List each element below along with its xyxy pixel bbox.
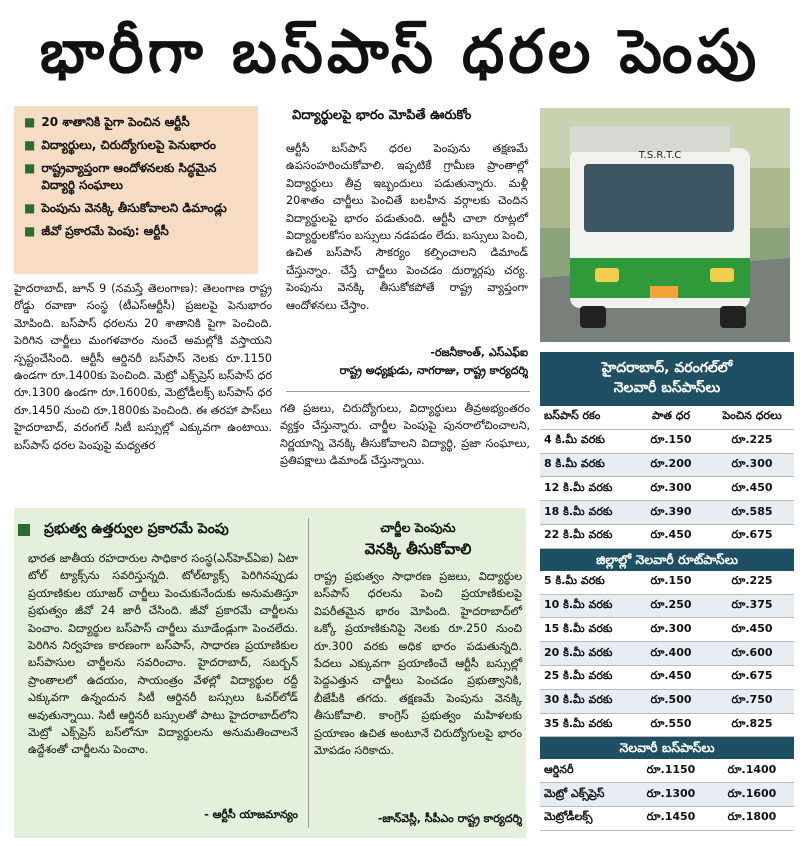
monthly-pass-rows [540,759,794,830]
new-price-cell: రూ.450 [731,621,773,635]
new-price-cell: రూ.450 [731,480,773,494]
headline: భారీగా బస్‌పాస్ ధరల పెంపు [39,17,761,87]
new-price-cell: రూ.600 [731,645,773,659]
highlight-item: ■ పెంపును వెనక్కి తీసుకోవాలని డిమాండ్లు [24,201,227,215]
pass-type-cell: 15 కి.మీ వరకు [544,621,613,635]
table-row [540,454,794,478]
bullet-icon: ■ [24,161,36,175]
old-price-cell: రూ.150 [650,574,692,588]
pass-type-cell: 8 కి.మీ వరకు [544,456,605,470]
highlight-item: ■ విద్యార్థులు, చిరుద్యోగులపై పెనుభారం [24,138,216,152]
govt-response-heading: ప్రభుత్వ ఉత్తర్వుల ప్రకారమే పెంపు [18,516,308,544]
article-body-main: హైదరాబాద్, జూన్ 9 (నమస్తే తెలంగాణ): తెలంగాణ రాష్ట్ర రోడ్డు రవాణా సంస్థ (టీఎస్ఆర్టీసీ) ప్రజలపై పెనుభారం మోపింది. బస్‌పాస్ ధరలను 20 శాతానికి పైగా పెంచింది. పెరిగిన చార్జీలు మంగళవారం నుంచే అమల్లోకి వస్తాయని స్పష్టంచేసింది. ఆర్టీసీ ఆర్డినరీ బస్‌పాస్ నెలకు రూ.1150 ఉండగా రూ.1400కు పెంచింది. మెట్రో ఎక్స్‌ప్రెస్ బస్‌పాస్ ధర రూ.1300 ఉండగా రూ.1600కు, మెట్రోడీలక్స్ బస్‌పాస్ ధర రూ.1450 నుంచి రూ.1800కు పెంచింది. ఈ తరహా పాస్‌లు హైదరాబాద్, వరంగల్ సిటీ బస్సుల్లో ఎక్కువగా ఉంటాయి. బస్‌పాస్ ధరల పెంపుపై మధ్యతర [14,282,272,452]
table-row [540,666,794,690]
monthly-section-title: నెలవారీ బస్‌పాస్‌లు [540,737,794,759]
pass-type-cell: 25 కి.మీ వరకు [544,669,613,683]
new-price-cell: రూ.825 [731,716,773,730]
new-price-cell: రూ.225 [731,574,773,588]
old-price-cell: రూ.1150 [646,762,696,776]
bullet-icon: ■ [24,224,36,238]
new-price-cell: రూ.1800 [727,810,777,824]
new-price-cell: రూ.675 [731,669,773,683]
new-price-cell: రూ.300 [731,456,773,470]
table-row [540,430,794,454]
table-row [540,571,794,595]
bus-photo [540,108,790,342]
fare-table [540,352,794,838]
new-price-cell: రూ.1400 [727,762,777,776]
pass-type-cell: 30 కి.మీ వరకు [544,693,613,707]
old-price-cell: రూ.1300 [646,786,696,800]
quote-signature: -రజనీకాంత్, ఎస్ఎఫ్ఐ రాష్ట్ర అధ్యక్షుడు, నాగరాజు, రాష్ట్ర కార్యదర్శి [339,346,528,377]
bus-plate-text: T.S.R.T.C [638,150,682,161]
bullet-icon: ■ [24,201,36,215]
old-price-cell: రూ.150 [650,433,692,447]
govt-response-signature: - ఆర్టీసీ యాజమాన్యం [204,808,298,821]
divider [286,391,530,392]
highlight-item: ■ 20 శాతానికి పైగా పెంచిన ఆర్టీసీ [24,115,190,129]
opposition-body: రాష్ట్ర ప్రభుత్వం సాధారణ ప్రజలు, విద్యార్థుల బస్‌పాస్ ధరలను పెంచి ప్రయాణికులపై విపరీతమైన భారం మోపింది. హైదరాబాద్‌లో ఒక్కో ప్రయాణికునిపై నెలకు రూ.250 నుంచి రూ.300 వరకు అధిక భారం పడుతున్నది. పేదలు ఎక్కువగా ప్రయాణించే ఆర్టీసీ బస్సుల్లో పెద్దఎత్తున చార్జీలు పెంచడం ప్రభుత్వానికి, బీజేపీకి తగదు. తక్షణమే పెంపును వెనక్కి తీసుకోవాలి. కాంగ్రెస్ ప్రభుత్వం మహిళలకు ప్రయాణం ఉచిత అంటూనే చిరుద్యోగులపై భారం మోపడం సరికాదు. [314,570,522,758]
bullet-icon: ■ [24,115,36,129]
old-price-cell: రూ.300 [650,480,692,494]
pass-type-cell: 12 కి.మీ వరకు [544,480,613,494]
pass-type-cell: 18 కి.మీ వరకు [544,504,613,518]
city-pass-rows [540,430,794,549]
table-row [540,690,794,714]
table-row [540,807,794,831]
old-price-cell: రూ.400 [650,645,692,659]
pass-type-cell: మెట్రోడీలక్స్ [544,810,593,824]
new-price-cell: రూ.225 [731,433,773,447]
opposition-signature: -జాన్‌వెస్లీ, సీపీఎం రాష్ట్ర కార్యదర్శి [377,812,522,825]
table-title: హైదరాబాద్, వరంగల్‌లో నెలవారీ బస్‌పాస్‌లు [540,352,794,406]
pass-type-cell: 10 కి.మీ వరకు [544,597,613,611]
old-price-cell: రూ.390 [650,504,692,518]
column-divider [308,518,309,828]
pass-type-cell: 20 కి.మీ వరకు [544,645,613,659]
new-price-cell: రూ.675 [731,528,773,542]
square-icon [18,524,30,536]
bullet-icon: ■ [24,138,36,152]
highlight-item: ■ జీవో ప్రకారమే పెంపు: ఆర్టీసీ [24,224,169,238]
article-body-continued: గతి ప్రజలు, చిరుద్యోగులు, విద్యార్థులు తీవ్రఅభ్యంతరం వ్యక్తం చేస్తున్నారు. చార్జీల పెంపుపై పునరాలోచించాలని, నిర్ణయాన్ని వెనక్కి తీసుకోవాలని విద్యార్థి, ప్రజా సంఘాలు, ప్రతిపక్షాలు డిమాండ్ చేస్తున్నాయి. [280,402,530,468]
quote-heading: విద్యార్థులపై భారం మోపితే ఊరుకోం [292,108,472,123]
highlights-box [14,106,258,274]
old-price-cell: రూ.250 [650,597,692,611]
table-header-row: బస్‌పాస్ రకం పాత ధర పెంచిన ధరలు [540,406,794,430]
table-row [540,618,794,642]
pass-type-cell: ఆర్డినరీ [544,762,574,776]
opposition-heading: వెనక్కి తీసుకోవాలి [364,540,472,558]
district-pass-rows [540,571,794,738]
new-price-cell: రూ.585 [731,504,773,518]
old-price-cell: రూ.500 [650,693,692,707]
table-row [540,477,794,501]
table-row [540,525,794,549]
new-price-cell: రూ.1600 [727,786,777,800]
old-price-cell: రూ.300 [650,621,692,635]
table-row [540,783,794,807]
pass-type-cell: 4 కి.మీ వరకు [544,433,605,447]
quote-body: ఆర్టీసీ బస్‌పాస్ ధరల పెంపును తక్షణమే ఉపసంహరించుకోవాలి. ఇప్పటికే గ్రామీణ ప్రాంతాల్లో విద్యార్థులు తీవ్ర ఇబ్బందులు పడుతున్నారు. మళ్లీ 20శాతం చార్జీలు పెంచితే బలహీన వర్గాలకు చెందిన విద్యార్థులపై భారం పడుతుంది. ఆర్టీసీ చాలా రూట్లలో విద్యార్థులకోసం బస్సులు నడపడం లేదు. బస్సులు పెంచి, ఉచిత బస్‌పాస్ సౌకర్యం కల్పించాలని డిమాండ్ చేస్తున్నాం. చేస్తే చార్జీలు పెంచడం దుర్మార్గపు చర్య. పెంపును వెనక్కి తీసుకోకపోతే రాష్ట్ర వ్యాప్తంగా ఆందోళనలు చేస్తాం. [286,142,528,312]
old-price-cell: రూ.1450 [646,810,696,824]
highlight-item: ■ రాష్ట్రవ్యాప్తంగా ఆందోళనలకు సిద్ధమైన విద్యార్థి సంఘాలు [24,161,217,192]
old-price-cell: రూ.200 [650,456,692,470]
table-row [540,714,794,738]
pass-type-cell: 35 కి.మీ వరకు [544,716,613,730]
pass-type-cell: 5 కి.మీ వరకు [544,574,605,588]
new-price-cell: రూ.750 [731,693,773,707]
pass-type-cell: మెట్రో ఎక్స్‌ప్రెస్ [544,786,605,800]
table-row [540,595,794,619]
table-row [540,642,794,666]
table-row [540,759,794,783]
govt-response-body: భారత జాతీయ రహదారుల సాధికార సంస్థ(ఎన్‌హెచ్ఏఐ) ఏటా టోల్ ట్యాక్స్‌ను సవరిస్తున్నది. టోల్‌ట్యాక్స్ పెరిగినప్పుడు ప్రయాణికుల యూజర్ చార్జీలు పెంచుకునేందుకు అనుమతిస్తూ ప్రభుత్వం జీవో 24 జారీ చేసింది. జీవో ప్రకారమే చార్జీలను పెంచాం. విద్యార్థుల బస్‌పాస్ చార్జీలు మూడేండ్లుగా పెంచలేదు. పెరిగిన నిర్వహణ కారణంగా బస్‌పాస్, సాధారణ ప్రయాణికుల బస్‌పాసుల చార్జీలను సవరించాం. హైదరాబాద్, సబర్బన్ ప్రాంతాలలో ఉదయం, సాయంత్రం వేళల్లో విద్యార్థుల రద్దీ ఎక్కువగా ఉన్నందున సిటీ ఆర్డినరీ బస్సులు ఓవర్‌లోడ్ అవుతున్నాయి. సిటీ ఆర్డినరీ బస్సులతో పాటు హైదరాబాద్‌లోని మెట్రో ఎక్స్‌ప్రెస్ బస్‌లోనూ విద్యార్థులను అనుమతించాలనే ఉద్దేశంతో చార్జీలను పెంచాం. [28,552,298,757]
old-price-cell: రూ.450 [650,669,692,683]
new-price-cell: రూ.375 [731,597,773,611]
old-price-cell: రూ.450 [650,528,692,542]
opposition-subheading: చార్జీల పెంపును [380,520,456,535]
pass-type-cell: 22 కి.మీ వరకు [544,528,613,542]
district-section-title: జిల్లాల్లో నెలవారీ రూట్‌పాస్‌లు [540,549,794,571]
table-row [540,501,794,525]
old-price-cell: రూ.550 [650,716,692,730]
